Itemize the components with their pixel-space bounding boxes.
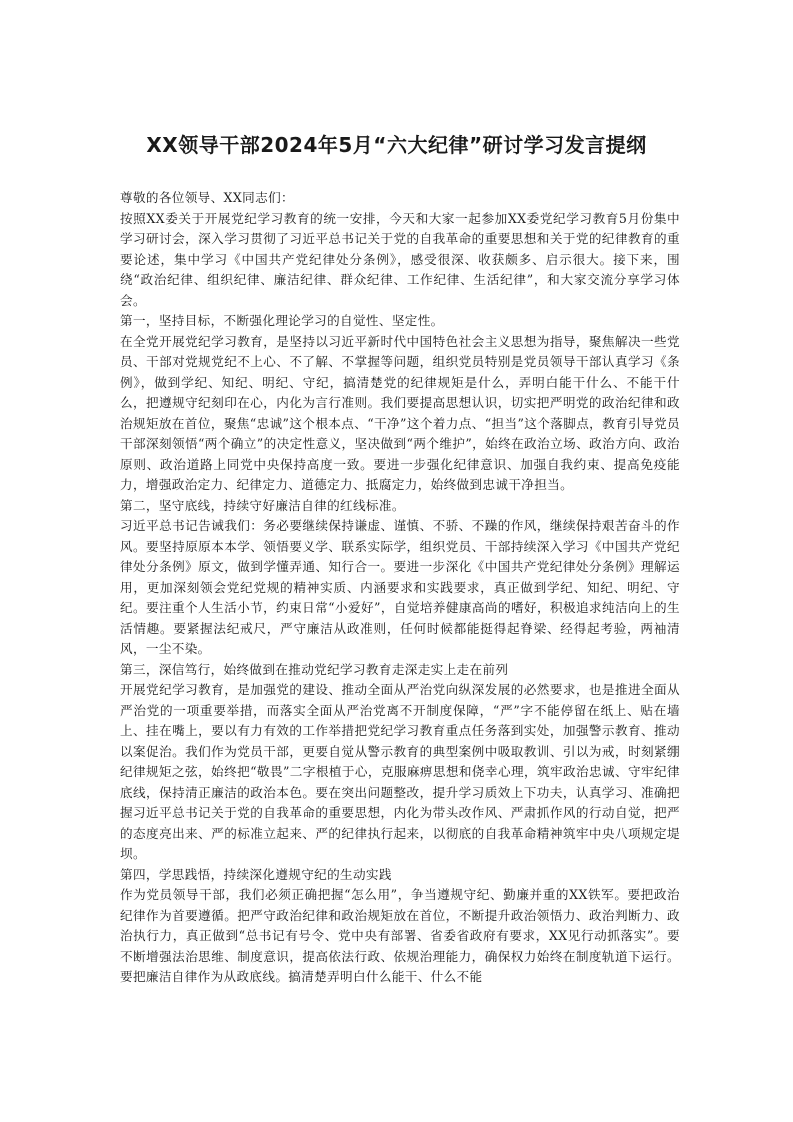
section-body-1: 在全党开展党纪学习教育，是坚持以习近平新时代中国特色社会主义思想为指导，聚焦解决一些党员、干部对党规党纪不上心、不了解、不掌握等问题，组织党员特别是党员领导干部认真学习《条例》，做到学纪、知纪、明纪、守纪，搞清楚党的纪律规矩是什么，弄明白能干什么、不能干什么，把遵规守纪刻印在心，内化为言行准则。我们要提高思想认识，切实把严明党的政治纪律和政治规矩放在首位，聚焦“忠诚”这个根本点、“干净”这个着力点、“担当”这个落脚点，教育引导党员干部深刻领悟“两个确立”的决定性意义，坚决做到“两个维护”，始终在政治立场、政治方向、政治原则、政治道路上同党中央保持高度一致。要进一步强化纪律意识、加强自我约束、提高免疫能力，增强政治定力、纪律定力、道德定力、抵腐定力，始终做到忠诚干净担当。 <box>120 333 680 492</box>
section-heading-3: 第三，深信笃行，始终做到在推动党纪学习教育走深走实上走在前列 <box>120 661 509 677</box>
section-body-4: 作为党员领导干部，我们必须正确把握“怎么用”，争当遵规守纪、勤廉并重的XX铁军。要把政治纪律作为首要遵循。把严守政治纪律和政治规矩放在首位，不断提升政治领悟力、政治判断力、政治执行力，真正做到“总书记有号令、党中央有部署、省委省政府有要求，XX见行动抓落实”。要不断增强法治思维、制度意识，提高依法行政、依规治理能力，确保权力始终在制度轨道下运行。要把廉洁自律作为从政底线。搞清楚弄明白什么能干、什么不能 <box>120 887 680 984</box>
document-title: XX领导干部2024年5月“六大纪律”研讨学习发言提纲 <box>146 133 647 157</box>
section-body-3: 开展党纪学习教育，是加强党的建设、推动全面从严治党向纵深发展的必然要求，也是推进全面从严治党的一项重要举措，而落实全面从严治党离不开制度保障，“严”字不能停留在纸上、贴在墙上、挂在嘴上，要以有力有效的工作举措把党纪学习教育重点任务落到实处，加强警示教育、推动以案促治。我们作为党员干部，更要自觉从警示教育的典型案例中吸取教训、引以为戒，时刻紧绷纪律规矩之弦，始终把“敬畏”二字根植于心，克服麻痹思想和侥幸心理，筑牢政治忠诚、守牢纪律底线，保持清正廉洁的政治本色。要在突出问题整改，提升学习质效上下功夫，认真学习、准确把握习近平总书记关于党的自我革命的重要思想，内化为带头改作风、严肃抓作风的行动自觉，把严的态度亮出来、严的标准立起来、严的纪律执行起来，以彻底的自我革命精神筑牢中央八项规定堤坝。 <box>120 682 680 861</box>
intro-paragraph: 按照XX委关于开展党纪学习教育的统一安排，今天和大家一起参加XX委党纪学习教育5月份集中学习研讨会，深入学习贯彻了习近平总书记关于党的自我革命的重要思想和关于党的纪律教育的重要论述，集中学习《中国共产党纪律处分条例》，感受很深、收获颇多、启示很大。接下来，围绕“政治纪律、组织纪律、廉洁纪律、群众纪律、工作纪律、生活纪律”，和大家交流分享学习体会。 <box>120 210 680 308</box>
section-heading-1: 第一，坚持目标，不断强化理论学习的自觉性、坚定性。 <box>120 313 444 328</box>
salutation: 尊敬的各位领导、XX同志们： <box>120 190 294 205</box>
section-heading-2: 第二，坚守底线，持续守好廉洁自律的红线标准。 <box>120 497 405 513</box>
section-body-2: 习近平总书记告诫我们：务必要继续保持谦虚、谨慎、不骄、不躁的作风，继续保持艰苦奋斗的作风。要坚持原原本本学、领悟要义学、联系实际学，组织党员、干部持续深入学习《中国共产党纪律处分条例》原文，做到学懂弄通、知行合一。要进一步深化《中国共产党纪律处分条例》理解运用，更加深刻领会党纪党规的精神实质、内涵要求和实践要求，真正做到学纪、知纪、明纪、守纪。要注重个人生活小节，约束日常“小爱好”，自觉培养健康高尚的嗜好，积极追求纯洁向上的生活情趣。要紧握法纪戒尺，严守廉洁从政准则，任何时候都能挺得起脊梁、经得起考验，两袖清风，一尘不染。 <box>120 518 680 656</box>
section-heading-4: 第四，学思践悟，持续深化遵规守纪的生动实践 <box>120 866 392 882</box>
document-body <box>120 188 680 988</box>
